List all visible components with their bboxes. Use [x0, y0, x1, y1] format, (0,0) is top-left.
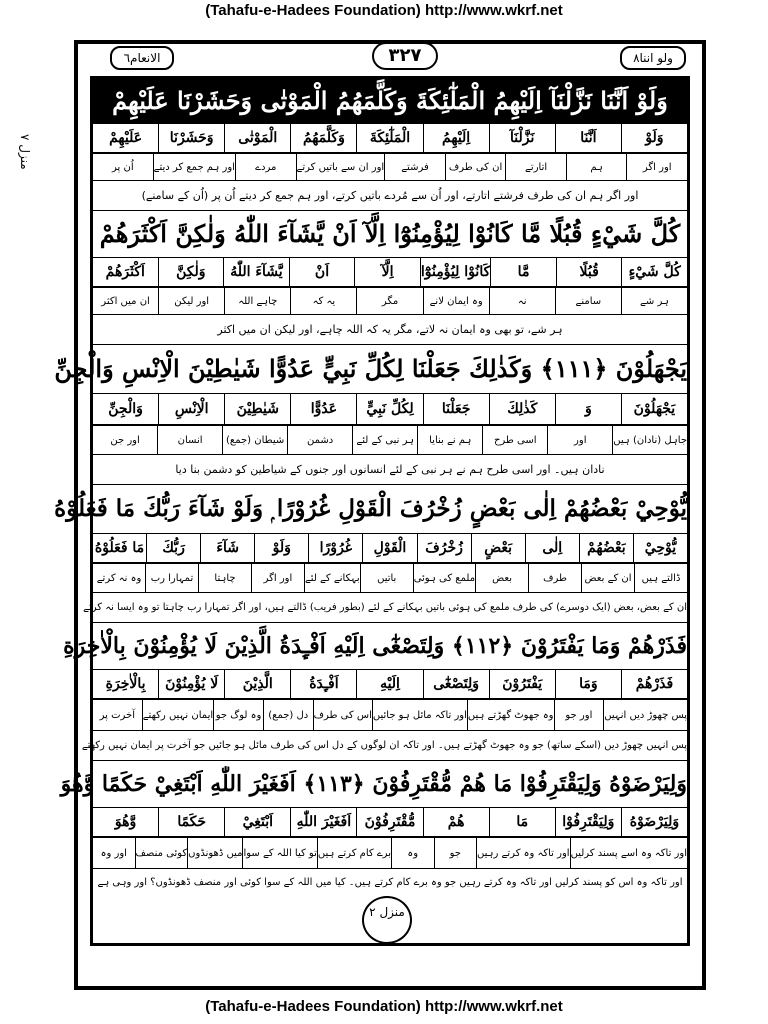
side-manzil-note: منزل ٧ — [18, 134, 32, 170]
meaning-cell: طرف — [528, 564, 581, 592]
word-cell: عَلَيْهِمْ — [109, 130, 143, 146]
site-footer: (Tahafu-e-Hadees Foundation) http://www.wkrf.net — [205, 998, 563, 1015]
ayah-line-2: كُلَّ شَيْءٍ قُبُلًا مَّا كَانُوْا لِيُؤْمِنُوْٓا اِلَّآ اَنْ يَّشَآءَ اللّٰهُ وَلٰكِنَّ اَكْثَرَهُمْ — [99, 219, 681, 248]
surah-name-label: الانعام٦ — [110, 46, 174, 70]
meaning-row-1 — [93, 153, 687, 181]
word-cell: غُرُوْرًا — [308, 534, 362, 562]
meaning-cell: اتارتے — [505, 154, 566, 180]
word-cell: مَا — [489, 808, 555, 836]
translation-line-2: ہر شے، تو بھی وہ ایمان نہ لاتے، مگر یہ کہ اللہ چاہے، اور لیکن ان میں اکثر — [93, 315, 687, 345]
meaning-cell: برے کام کرتے ہیں — [317, 838, 391, 868]
word-cell: كَذٰلِكَ — [489, 394, 555, 424]
meaning-cell: وہ جھوٹ گھڑتے ہیں — [467, 700, 554, 730]
word-cell: رَبُّكَ — [146, 534, 200, 562]
page-number: ٣٢٧ — [372, 42, 438, 70]
meaning-cell: اور اگر — [626, 154, 687, 180]
word-row-1 — [93, 123, 687, 153]
meaning-cell: اور جن — [110, 434, 140, 446]
word-cell: وَلٰكِنَّ — [158, 258, 224, 286]
meaning-cell: دشمن — [287, 426, 352, 454]
meaning-cell: شیطان (جمع) — [222, 426, 287, 454]
word-cell: يُّوْحِيْ — [633, 534, 687, 562]
word-cell: نَزَّلْنَآ — [489, 124, 555, 152]
word-cell: اِلٰى — [525, 534, 579, 562]
word-cell: يَفْتَرُوْنَ — [489, 670, 555, 698]
meaning-cell: میں ڈھونڈوں — [187, 838, 242, 868]
meaning-cell: فرشتے — [384, 154, 445, 180]
word-cell: الْقَوْلِ — [362, 534, 416, 562]
ayah-line-4: يُّوْحِيْ بَعْضُهُمْ اِلٰى بَعْضٍ زُخْرُفَ الْقَوْلِ غُرُوْرًا ۭ وَلَوْ شَآءَ رَبُّكَ مَا فَعَلُوْهُ — [54, 495, 687, 522]
meaning-cell: چاہے اللہ — [224, 288, 290, 314]
meaning-cell: اور تاکہ مائل ہو جائیں — [372, 700, 467, 730]
meaning-cell: نہ — [489, 288, 555, 314]
word-cell: لَا يُؤْمِنُوْنَ — [158, 670, 224, 698]
ayah-line-3: يَجْهَلُوْنَ ﴿١١١﴾ وَكَذٰلِكَ جَعَلْنَا لِكُلِّ نَبِيٍّ عَدُوًّا شَيٰطِيْنَ الْاِنْسِ وَالْجِنِّ — [54, 354, 687, 383]
meaning-cell: ہم نے بنایا — [417, 426, 482, 454]
meaning-cell: تمہارا رب — [145, 564, 198, 592]
meaning-cell: یہ کہ — [290, 288, 356, 314]
word-cell: زُخْرُفَ — [417, 534, 471, 562]
ayah-line-6: وَلِيَرْضَوْهُ وَلِيَقْتَرِفُوْا مَا هُمْ مُّقْتَرِفُوْنَ ﴿١١٣﴾ اَفَغَيْرَ اللّٰهِ اَبْتَغِيْ حَكَمًا وَّهُوَ — [60, 771, 687, 797]
manzil-marker: منزل ٢ — [362, 896, 412, 944]
word-cell: بَعْضٍ — [471, 534, 525, 562]
word-cell: وَمَا — [555, 670, 621, 698]
word-row-2 — [93, 257, 687, 287]
ayah-line-5: فَذَرْهُمْ وَمَا يَفْتَرُوْنَ ﴿١١٢﴾ وَلِتَصْغٰٓى اِلَيْهِ اَفْـِٕدَةُ الَّذِيْنَ لَا يُؤْمِنُوْنَ بِالْاٰخِرَةِ — [63, 633, 687, 659]
word-cell: هُمْ — [423, 808, 489, 836]
meaning-cell: ہر نبی کے لئے — [352, 426, 417, 454]
meaning-cell: ان کی طرف — [445, 154, 506, 180]
word-cell: الْاِنْسِ — [158, 394, 224, 424]
word-cell: يَجْهَلُوْنَ — [621, 394, 687, 424]
meaning-cell: وہ لوگ جو — [213, 700, 263, 730]
meaning-cell: اور تاکہ وہ اسے پسند کرلیں — [570, 838, 687, 868]
meaning-cell: اور ان سے باتیں کرتے — [296, 154, 385, 180]
word-cell: اَنَّنَا — [555, 124, 621, 152]
translation-line-5: پس انہیں چھوڑ دیں (اسکے ساتھ) جو وہ جھوٹ گھڑتے ہیں۔ اور تاکہ ان لوگوں کے دل اس کی طرف مائل ہو جائیں جو آخرت پر ایمان نہیں رکھتے — [93, 731, 687, 761]
word-cell: اَكْثَرَهُمْ — [105, 264, 145, 280]
meaning-cell: جو — [434, 838, 477, 868]
word-cell: اَنْ — [289, 258, 355, 286]
meaning-cell: پس چھوڑ دیں انہیں — [603, 700, 687, 730]
meaning-cell: ڈالتے ہیں — [634, 564, 687, 592]
word-row-6 — [93, 807, 687, 837]
word-cell: عَدُوًّا — [290, 394, 356, 424]
word-cell: اِلَيْهِ — [356, 670, 422, 698]
meaning-cell: اس کی طرف — [313, 700, 372, 730]
meaning-cell: ایمان نہیں رکھتے — [142, 700, 213, 730]
word-cell: فَذَرْهُمْ — [621, 670, 687, 698]
word-cell: شَآءَ — [200, 534, 254, 562]
meaning-cell: سامنے — [555, 288, 621, 314]
meaning-cell: انسان — [157, 426, 222, 454]
juz-name-label: ولو اننا٨ — [620, 46, 686, 70]
meaning-cell: ہم — [566, 154, 627, 180]
word-cell: اِلَيْهِمُ — [423, 124, 489, 152]
meaning-cell: مردے — [235, 154, 296, 180]
word-cell: وَحَشَرْنَا — [158, 124, 224, 152]
meaning-cell: اسی طرح — [482, 426, 547, 454]
word-cell: لِكُلِّ نَبِيٍّ — [356, 394, 422, 424]
word-cell: اَفَغَيْرَ اللّٰهِ — [290, 808, 356, 836]
word-cell: وَلِتَصْغٰٓى — [423, 670, 489, 698]
meaning-cell: دل (جمع) — [263, 700, 313, 730]
meaning-cell: وہ نہ کرتے — [96, 572, 142, 584]
meaning-row-3 — [93, 425, 687, 455]
word-cell: قُبُلًا — [556, 258, 622, 286]
meaning-row-5 — [93, 699, 687, 731]
meaning-cell: ان میں اکثر — [101, 295, 150, 307]
meaning-cell: جاہل (نادان) ہیں — [612, 426, 687, 454]
meaning-cell: آخرت پر — [99, 709, 136, 721]
meaning-cell: تو کیا اللہ کے سوا — [242, 838, 316, 868]
meaning-cell: اور — [547, 426, 612, 454]
word-row-5 — [93, 669, 687, 699]
meaning-cell: باتیں — [360, 564, 413, 592]
word-cell: يَّشَآءَ اللّٰهُ — [223, 258, 289, 286]
word-cell: شَيٰطِيْنَ — [224, 394, 290, 424]
ayah-line-1: وَلَوْ اَنَّنَا نَزَّلْنَآ اِلَيْهِمُ الْمَلٰٓئِكَةَ وَكَلَّمَهُمُ الْمَوْتٰى وَحَشَرْنَا عَلَيْهِمْ — [93, 79, 687, 123]
word-cell: وَالْجِنِّ — [108, 401, 143, 417]
translation-line-4: ان کے بعض، بعض (ایک دوسرے) کی طرف ملمع کی ہوئی باتیں بہکانے کے لئے (بطور فریب) ڈالتے ہیں، اور اگر تمہارا رب چاہتا تو وہ ایسا نہ کرتے — [93, 593, 687, 623]
meaning-cell: اُن پر — [112, 161, 134, 173]
meaning-row-6 — [93, 837, 687, 869]
meaning-cell: اور وہ — [100, 847, 127, 859]
meaning-cell: اور ہم جمع کر دیتے — [153, 154, 235, 180]
meaning-cell: ہر شے — [621, 288, 687, 314]
word-cell: الَّذِيْنَ — [224, 670, 290, 698]
meaning-cell: مگر — [356, 288, 422, 314]
word-cell: اَفْـِٕدَةُ — [290, 670, 356, 698]
translation-line-1: اور اگر ہم ان کی طرف فرشتے اتارتے، اور اُن سے مُردے باتیں کرتے، اور ہم جمع کر دیتے اُن پر (اُن کے سامنے) — [93, 181, 687, 211]
meaning-cell: وہ — [391, 838, 434, 868]
translation-line-6: اور تاکہ وہ اس کو پسند کرلیں اور تاکہ وہ کرتے رہیں جو وہ برے کام کرتے ہیں۔ کیا میں اللہ کے سوا کوئی اور منصف ڈھونڈوں؟ اور وہی ہے — [97, 877, 683, 888]
meaning-cell: ان کے بعض — [581, 564, 634, 592]
word-cell: اَبْتَغِيْ — [224, 808, 290, 836]
word-cell: الْمَلٰٓئِكَةَ — [356, 124, 422, 152]
word-cell: بَعْضُهُمْ — [579, 534, 633, 562]
word-cell: بِالْاٰخِرَةِ — [105, 676, 146, 692]
word-cell: كُلَّ شَيْءٍ — [621, 258, 687, 286]
meaning-cell: وہ ایمان لانے — [423, 288, 489, 314]
word-cell: مُّقْتَرِفُوْنَ — [356, 808, 422, 836]
word-cell: وَّهُوَ — [114, 814, 137, 830]
meaning-cell: اور تاکہ وہ کرتے رہیں — [476, 838, 570, 868]
meaning-cell: اور لیکن — [158, 288, 224, 314]
meaning-row-2 — [93, 287, 687, 315]
word-cell: كَانُوْا لِيُؤْمِنُوْٓا — [420, 258, 490, 286]
word-cell: وَلِيَقْتَرِفُوْا — [555, 808, 621, 836]
meaning-cell: اور اگر — [251, 564, 304, 592]
meaning-cell: چاہتا — [198, 564, 251, 592]
translation-line-3: نادان ہیں۔ اور اسی طرح ہم نے ہر نبی کے لئے انسانوں اور جنوں کے شیاطین کو دشمن بنا دیا — [93, 455, 687, 485]
meaning-cell: بہکانے کے لئے — [304, 564, 360, 592]
meaning-cell: ملمع کی ہوئی — [413, 564, 475, 592]
word-cell: وَلَوْ — [621, 124, 687, 152]
word-cell: وَ — [555, 394, 621, 424]
meaning-row-4 — [93, 563, 687, 593]
word-cell: مَّا — [490, 258, 556, 286]
word-row-3 — [93, 393, 687, 425]
word-cell: وَلَوْ — [254, 534, 308, 562]
word-cell: مَا فَعَلُوْهُ — [94, 540, 145, 556]
word-cell: وَلِيَرْضَوْهُ — [621, 808, 687, 836]
meaning-cell: اور جو — [554, 700, 604, 730]
meaning-cell: بعض — [475, 564, 528, 592]
word-cell: جَعَلْنَا — [423, 394, 489, 424]
meaning-cell: کوئی منصف — [135, 838, 188, 868]
word-cell: اِلَّآ — [354, 258, 420, 286]
word-cell: حَكَمًا — [158, 808, 224, 836]
word-cell: الْمَوْتٰى — [224, 124, 290, 152]
word-cell: وَكَلَّمَهُمُ — [290, 124, 356, 152]
site-header: (Tahafu-e-Hadees Foundation) http://www.wkrf.net — [205, 2, 563, 19]
word-row-4 — [93, 533, 687, 563]
